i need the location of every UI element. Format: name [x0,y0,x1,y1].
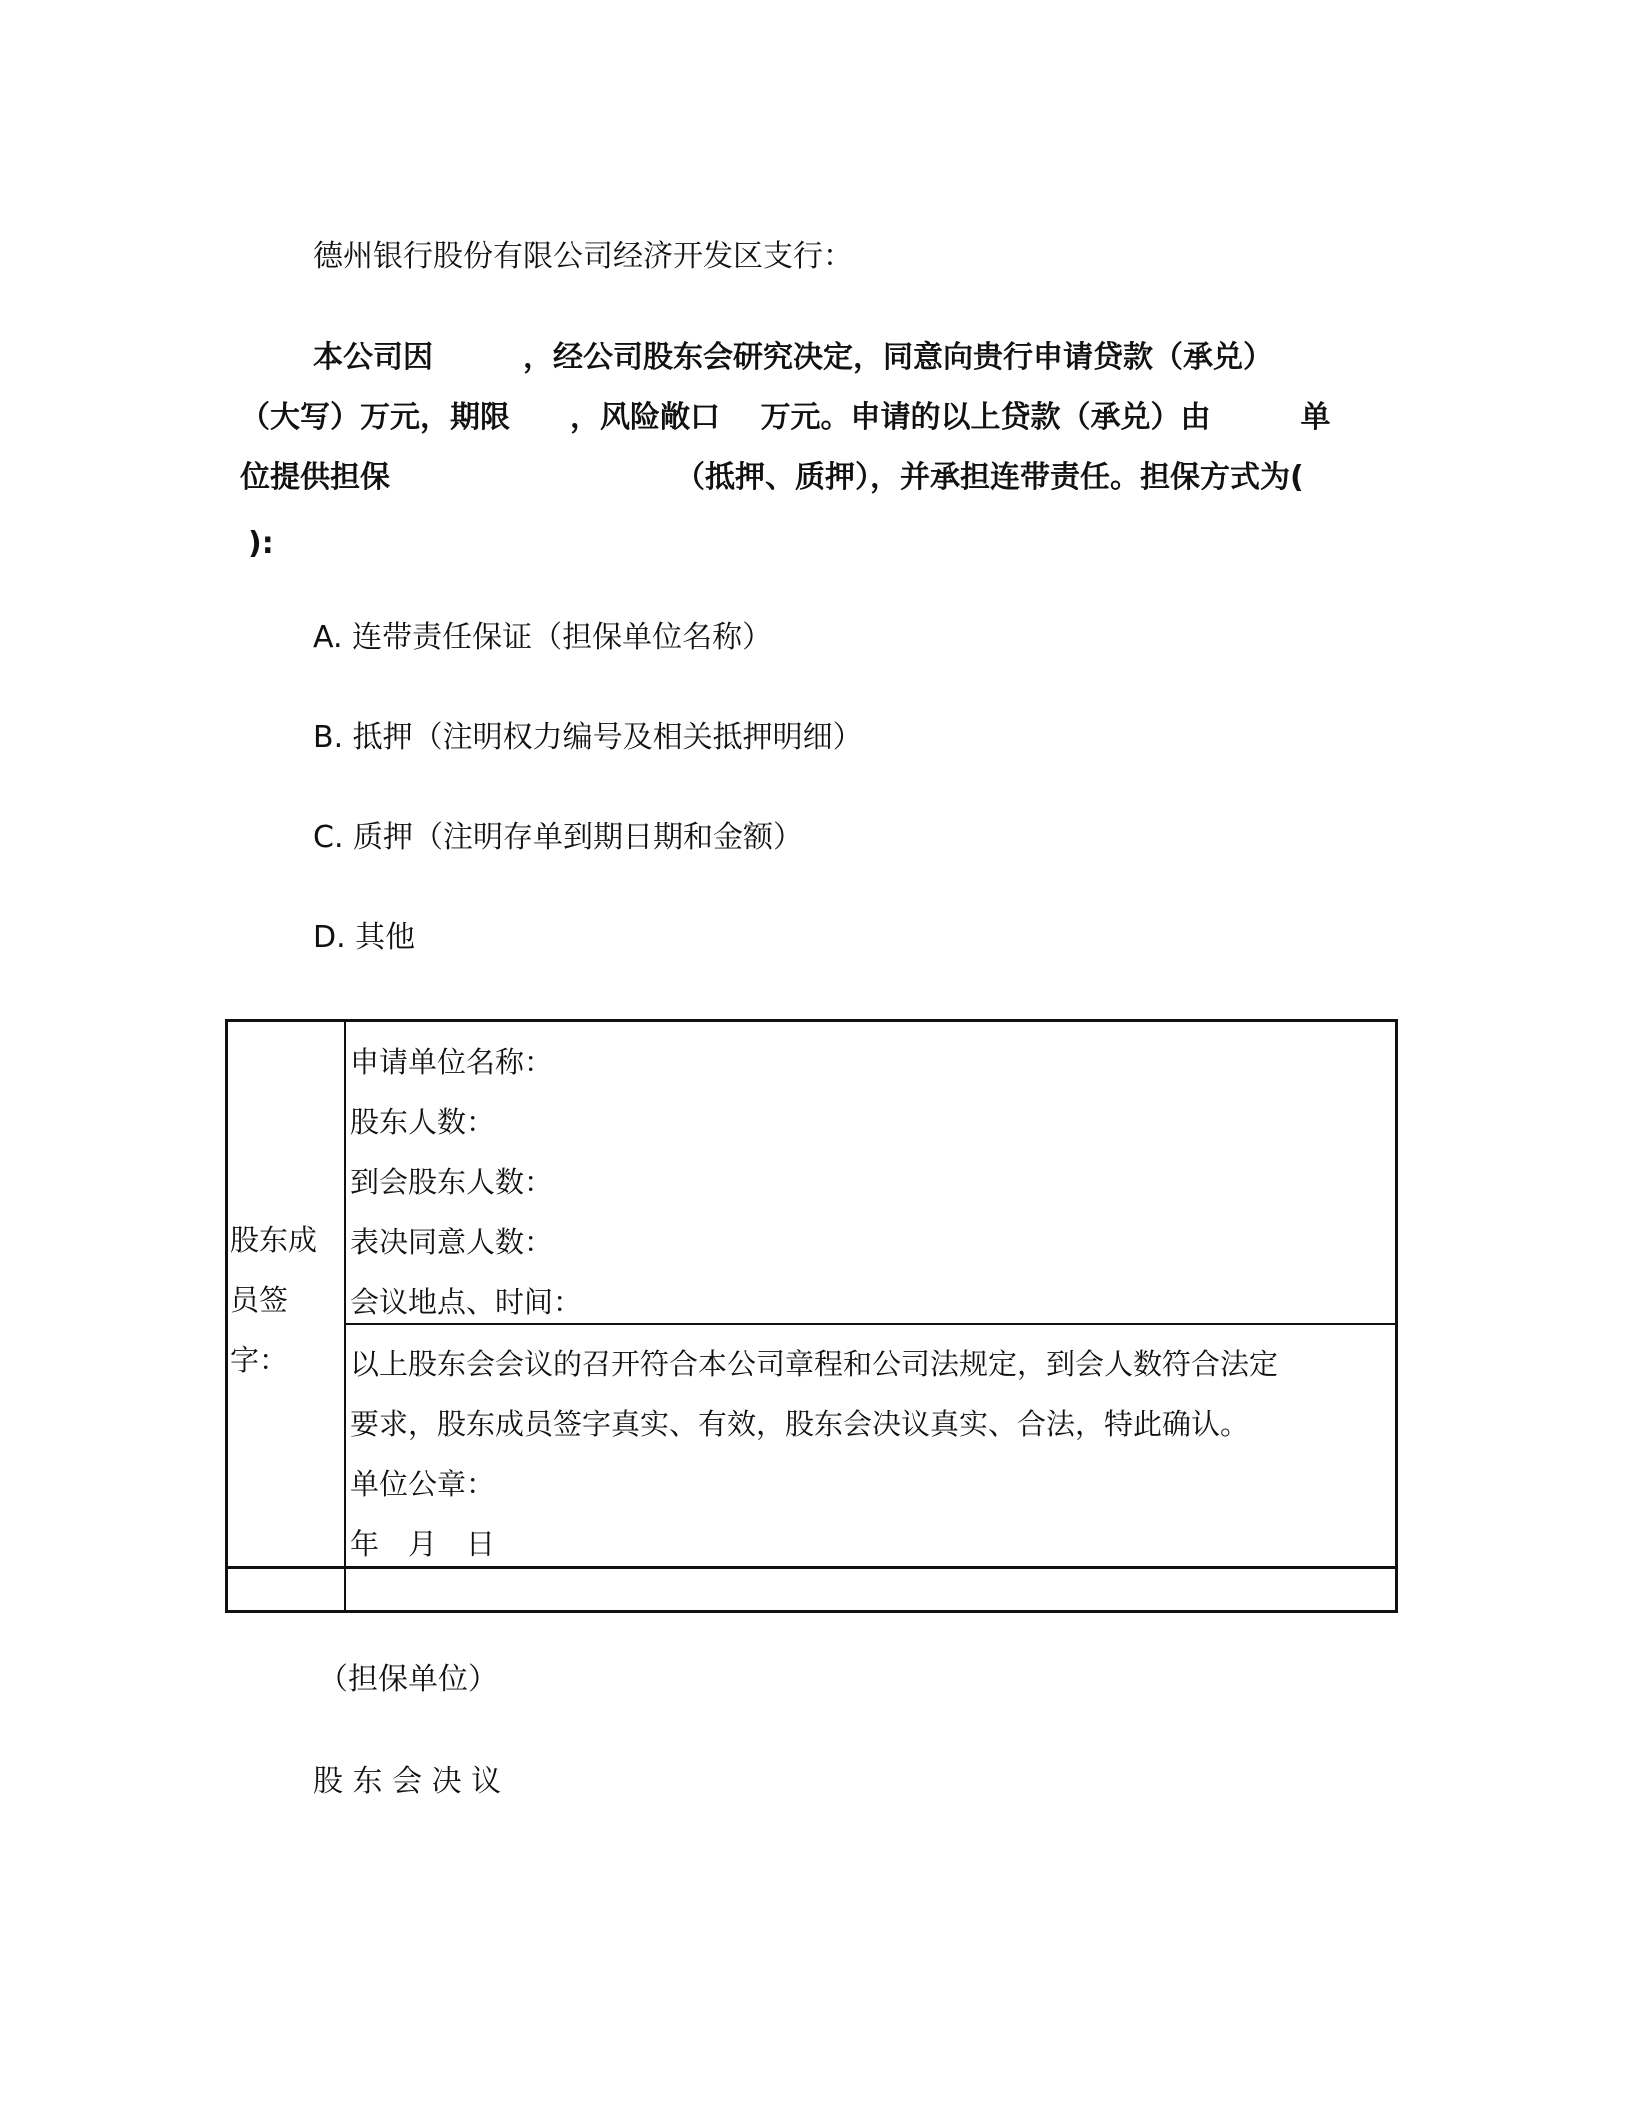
option-c: C. 质押（注明存单到期日期和金额） [313,820,804,855]
shareholder-sign-label-line-2: 员签 [230,1283,289,1317]
body-line-3: 位提供担保 （抵押、质押），并承担连带责任。担保方式为( [240,460,1304,495]
shareholder-count-field: 股东人数： [350,1105,496,1139]
body-line-4: ): [248,526,274,561]
votes-in-favor-field: 表决同意人数： [350,1225,554,1259]
date-field: 年 月 日 [350,1527,496,1561]
body-line-2: （大写）万元，期限 ，风险敞口 万元。申请的以上贷款（承兑）由 单 [240,400,1331,435]
table-row-divider [228,1566,1395,1569]
option-d: D. 其他 [313,920,416,955]
attending-shareholders-field: 到会股东人数： [350,1165,554,1199]
company-seal-field: 单位公章： [350,1467,496,1501]
confirmation-line-2: 要求，股东成员签字真实、有效，股东会决议真实、合法，特此确认。 [350,1407,1250,1441]
confirmation-line-1: 以上股东会会议的召开符合本公司章程和公司法规定，到会人数符合法定 [350,1347,1279,1381]
table-column-divider [344,1022,346,1610]
shareholder-sign-label-line-3: 字： [230,1343,289,1377]
shareholder-sign-label-line-1: 股东成 [230,1223,318,1257]
option-a: A. 连带责任保证（担保单位名称） [313,620,773,655]
shareholder-signature-table [225,1019,1398,1613]
applicant-name-field: 申请单位名称： [350,1045,554,1079]
option-b: B. 抵押（注明权力编号及相关抵押明细） [313,720,863,755]
meeting-place-time-field: 会议地点、时间： [350,1285,583,1319]
table-row-divider [344,1323,1395,1325]
guarantor-label: （担保单位） [318,1662,498,1697]
document-title: 股 东 会 决 议 [313,1764,502,1799]
body-line-1: 本公司因 ，经公司股东会研究决定，同意向贵行申请贷款（承兑） [313,340,1273,375]
salutation: 德州银行股份有限公司经济开发区支行： [313,239,853,274]
